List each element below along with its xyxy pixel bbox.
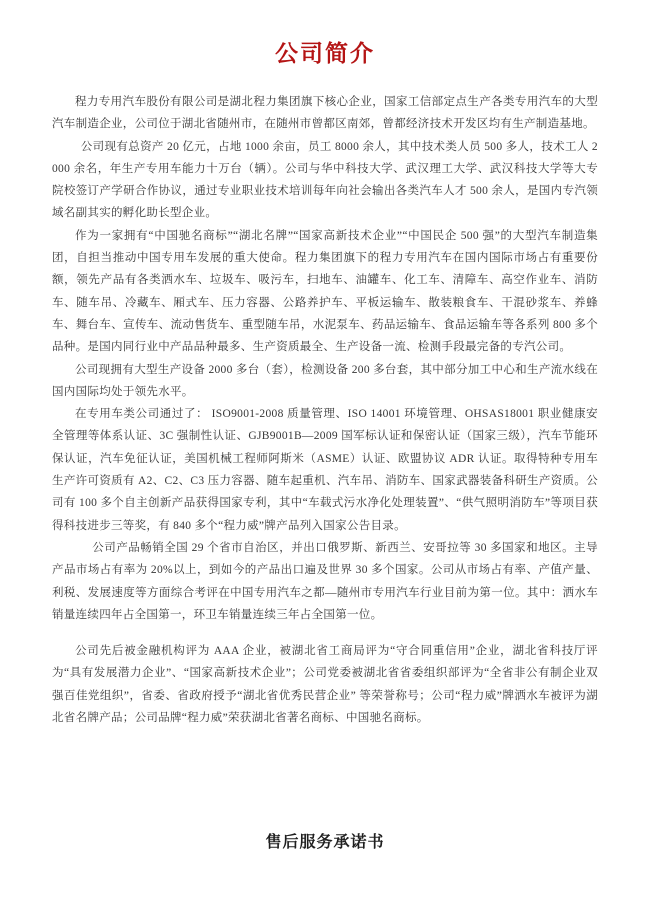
- paragraph-certifications: 在专用车类公司通过了： ISO9001-2008 质量管理、ISO 14001 环境管理、OHSAS18001 职业健康安全管理等体系认证、3C 强制性认证、GJB9001B—2009 国军标认证和保密认证（国家三级），汽车节能环保认证，汽车免征认证，美国机械工程师阿斯米（ASME）认证、欧盟协议 ADR 认证。取得特种专用车生产许可资质有 A2、C2、C3 压力容器、随车起重机、汽车吊、消防车、国家武器装备科研生产资质。公司有 100 多个自主创新产品获得国家专利，其中“车载式污水净化处理装置”、“供气照明消防车”等项目获得科技进步三等奖，有 840 多个“程力威”牌产品列入国家公告目录。: [52, 408, 598, 532]
- next-section-heading: 售后服务承诺书: [265, 834, 385, 852]
- paragraph-market-share: 公司产品畅销全国 29 个省市自治区，并出口俄罗斯、新西兰、安哥拉等 30 多国家和地区。主导产品市场占有率为 20%以上，到如今的产品出口遍及世界 30 多个国家。公司从市场占有率、产值产量、利税、发展速度等方面综合考评在中国专用汽车之都—随州市专用汽车行业目前为第一位。其中：洒水车销量连续四年占全国第一，环卫车销量连续三年占全国第一位。: [52, 541, 598, 621]
- document-body: [52, 91, 598, 729]
- paragraph-assets-staff: 公司现有总资产 20 亿元，占地 1000 余亩，员工 8000 余人，其中技术类人员 500 多人，技术工人 2000 余名，年生产专用车能力十万台（辆）。公司与华中科技大学、武汉理工大学、武汉科技大学等大专院校签订产学研合作协议，通过专业职业技术培训每年向社会输出各类汽车人才 500 余人，是国内专汽领域名副其实的孵化助长型企业。: [52, 140, 598, 220]
- page-title: 公司简介: [275, 41, 375, 66]
- paragraph-equipment: 公司现拥有大型生产设备 2000 多台（套），检测设备 200 多台套，其中部分加工中心和生产流水线在国内国际均处于领先水平。: [52, 363, 598, 398]
- paragraph-honors: 公司先后被金融机构评为 AAA 企业，被湖北省工商局评为“守合同重信用”企业，湖北省科技厅评为“具有发展潜力企业”、“国家高新技术企业”；公司党委被湖北省省委组织部评为“全省非公有制企业双强百佳党组织”，省委、省政府授予“湖北省优秀民营企业” 等荣誉称号；公司“程力威”牌洒水车被评为湖北省名牌产品；公司品牌“程力威”荣获湖北省著名商标、中国驰名商标。: [52, 645, 598, 725]
- paragraph-brands-products: 作为一家拥有“中国驰名商标”“湖北名牌”“国家高新技术企业”“中国民企 500 强”的大型汽车制造集团，自担当推动中国专用车发展的重大使命。程力集团旗下的程力专用汽车在国内国际市场占有重要份额，领先产品有各类洒水车、垃圾车、吸污车，扫地车、油罐车、化工车、清障车、高空作业车、消防车、随车吊、冷藏车、厢式车、压力容器、公路养护车、平板运输车、散装粮食车、干混砂浆车、养蜂车、舞台车、宣传车、流动售货车、重型随车吊，水泥泵车、药品运输车、食品运输车等各系列 800 多个品种。是国内同行业中产品品种最多、生产资质最全、生产设备一流、检测手段最完备的专汽公司。: [52, 229, 598, 354]
- paragraph-company-overview: 程力专用汽车股份有限公司是湖北程力集团旗下核心企业，国家工信部定点生产各类专用汽车的大型汽车制造企业，公司位于湖北省随州市，在随州市曾都区南郊，曾都经济技术开发区均有生产制造基地。: [52, 96, 598, 131]
